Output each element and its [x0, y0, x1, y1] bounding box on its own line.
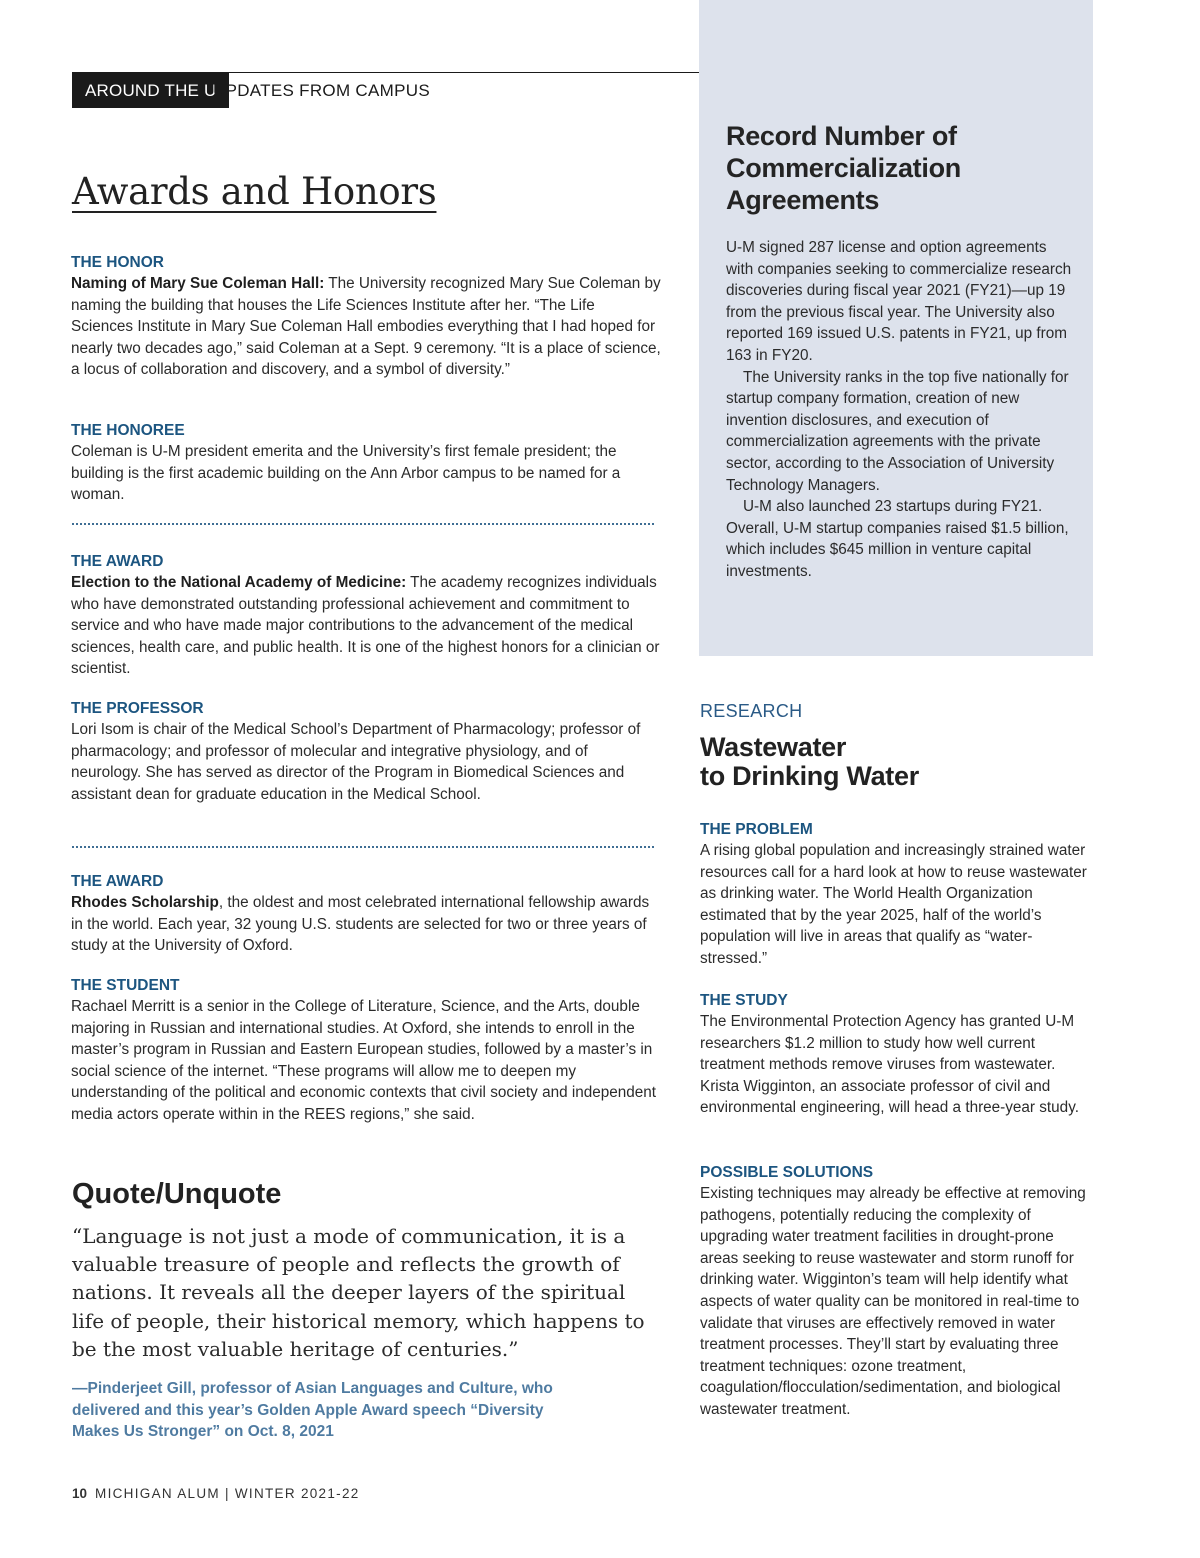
solutions-text: Existing techniques may already be effective at removing pathogens, potentially reducing the complexity of upgrading water treatment facilities in drought-prone areas seeking to reuse wastewater and storm runoff for drinking water. Wigginton’s team will help identify what aspects of water quality can be monitored in real-time to validate that viruses are effectively removed in water treatment processes. They’ll start by evaluating three treatment techniques: ozone treatment, coagulation/flocculation/sedimentation, and biological wastewater treatment.	[700, 1185, 1086, 1418]
professor-text: Lori Isom is chair of the Medical School’s Department of Pharmacology; professor of pharmacology; and professor of molecular and integrative physiology, and of neurology. She has served as director of the Program in Biomedical Sciences and assistant dean for graduate education in the Medical School.	[71, 721, 641, 803]
student-label: THE STUDENT	[71, 977, 180, 994]
problem-text: A rising global population and increasingly strained water resources call for a hard look at how to reuse wastewater as drinking water. The World Health Organization estimated that by the year 2025, half of the world’s population will live in areas that qualify as “water-stressed.”	[700, 842, 1087, 967]
research-title-line1: Wastewater	[700, 732, 847, 762]
page-footer	[72, 1486, 360, 1501]
award1-lead: Election to the National Academy of Medicine:	[71, 574, 407, 591]
professor-label: THE PROFESSOR	[71, 700, 204, 717]
award2-body: , the oldest and most celebrated international fellowship awards in the world. Each year, 32 young U.S. students are selected for two or three years of study at the University of Oxford.	[71, 894, 650, 955]
page-number: 10	[72, 1486, 88, 1501]
award1-text	[71, 572, 661, 680]
solutions-block	[700, 1162, 1095, 1421]
award2-text	[71, 892, 661, 957]
study-text: The Environmental Protection Agency has granted U-M researchers $1.2 million to study how well current treatment methods remove viruses from wastewater. Krista Wigginton, an associate professor of civil and environmental engineering, will head a three-year study.	[700, 1013, 1079, 1117]
sidebar-body	[726, 237, 1076, 583]
study-label: THE STUDY	[700, 992, 788, 1009]
honor-body: The University recognized Mary Sue Coleman by naming the building that houses the Life Sciences Institute after her. “The Life Sciences Institute in Mary Sue Coleman Hall embodies everything that I had hoped for nearly two decades ago,” said Coleman at a Sept. 9 ceremony. “It is a place of science, a locus of collaboration and discovery, and a symbol of diversity.”	[71, 275, 661, 379]
award2-lead: Rhodes Scholarship	[71, 894, 219, 911]
publication-name: MICHIGAN ALUM | WINTER 2021-22	[95, 1486, 360, 1501]
award2-block	[71, 871, 661, 957]
problem-label: THE PROBLEM	[700, 821, 813, 838]
honoree-text: Coleman is U-M president emerita and the University’s first female president; the building is the first academic building on the Ann Arbor campus to be named for a woman.	[71, 443, 621, 504]
honor-lead: Naming of Mary Sue Coleman Hall:	[71, 275, 325, 292]
divider	[72, 846, 654, 848]
honor-text	[71, 273, 661, 381]
research-title	[700, 733, 1080, 791]
research-kicker: RESEARCH	[700, 701, 803, 721]
award2-label: THE AWARD	[71, 873, 164, 890]
sidebar-paragraph: U-M signed 287 license and option agreements with companies seeking to commercialize research discoveries during fiscal year 2021 (FY21)—up 19 from the previous fiscal year. The University also reported 169 issued U.S. patents in FY21, up from 163 in FY20.	[726, 239, 1072, 364]
quote-title: Quote/Unquote	[72, 1178, 282, 1210]
award1-body: The academy recognizes individuals who have demonstrated outstanding professional achievement and commitment to service and who have made major contributions to the advancement of the medical sciences, health care, and public health. It is one of the highest honors for a clinician or scientist.	[71, 574, 660, 678]
study-block	[700, 990, 1095, 1119]
sidebar-paragraph: U-M also launched 23 startups during FY21. Overall, U-M startup companies raised $1.5 billion, which includes $645 million in venture capital investments.	[726, 498, 1069, 580]
solutions-label: POSSIBLE SOLUTIONS	[700, 1164, 874, 1181]
research-title-line2: to Drinking Water	[700, 761, 919, 791]
honor-label: THE HONOR	[71, 254, 164, 271]
quote-attribution: —Pinderjeet Gill, professor of Asian Languages and Culture, who delivered and this year’s Golden Apple Award speech “Diversity Makes Us Stronger” on Oct. 8, 2021	[72, 1380, 553, 1441]
section-subtitle: UPDATES FROM CAMPUS	[213, 81, 430, 100]
professor-block	[71, 698, 661, 805]
honoree-label: THE HONOREE	[71, 422, 185, 439]
sidebar-paragraph: The University ranks in the top five nationally for startup company formation, creation of new invention disclosures, and execution of commercialization agreements with the private sector, according to the Association of University Technology Managers.	[726, 368, 1069, 494]
section-tag: AROUND THE U	[72, 73, 229, 108]
sidebar-title: Record Number of Commercialization Agreements	[726, 121, 961, 215]
honoree-block	[71, 420, 661, 506]
student-text: Rachael Merritt is a senior in the College of Literature, Science, and the Arts, double majoring in Russian and international studies. At Oxford, she intends to enroll in the master’s program in Russian and Eastern European studies, followed by a master’s in social science of the internet. “These programs will allow me to deepen my understanding of the political and economic contexts that civil society and independent media actors operate within in the REES regions,” she said.	[71, 998, 657, 1123]
divider	[72, 523, 654, 525]
awards-title: Awards and Honors	[72, 170, 437, 213]
award1-label: THE AWARD	[71, 553, 164, 570]
award1-block	[71, 551, 661, 680]
quote-text: “Language is not just a mode of communication, it is a valuable treasure of people and reflects the growth of nations. It reveals all the deeper layers of the spiritual life of people, their historical memory, which happens to be the most valuable heritage of centuries.”	[72, 1224, 645, 1361]
honor-block	[71, 252, 661, 381]
problem-block	[700, 819, 1095, 970]
student-block	[71, 975, 661, 1126]
